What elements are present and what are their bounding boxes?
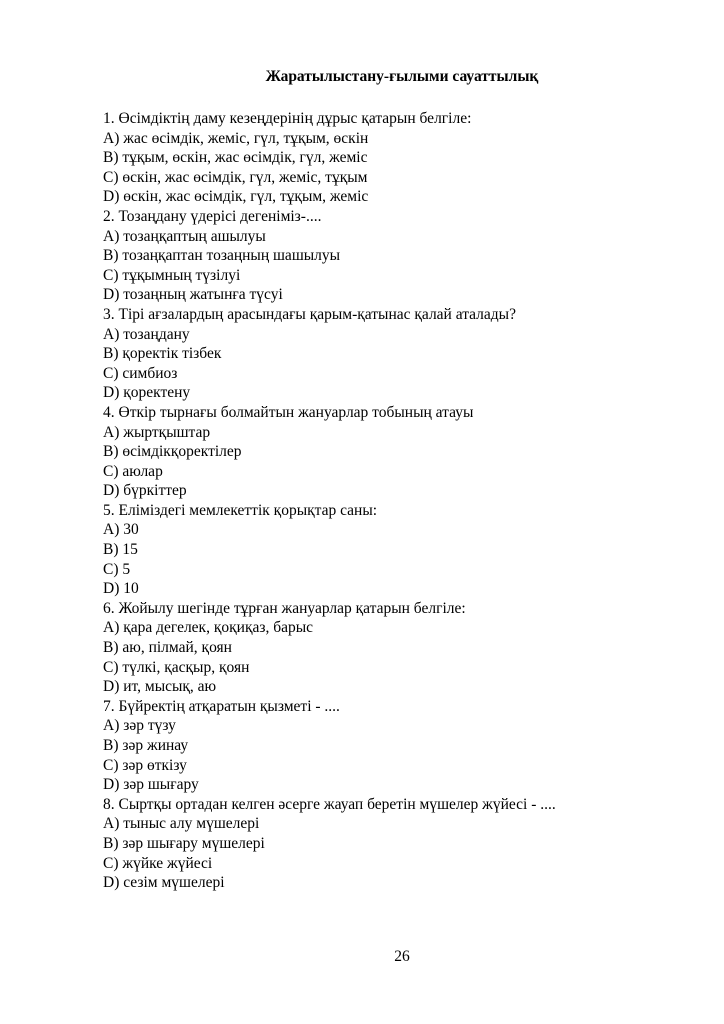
answer-option: C) 5	[103, 560, 131, 578]
answer-option: C) түлкі, қасқыр, қоян	[103, 658, 250, 676]
answer-option: A) тозаңқаптың ашылуы	[103, 227, 266, 245]
answer-option: B) өсімдікқоректілер	[103, 443, 242, 461]
question-text: 2. Тозаңдану үдерісі дегеніміз-....	[103, 207, 322, 225]
question-block	[103, 697, 663, 795]
question-text: 4. Өткір тырнағы болмайтын жануарлар тобының атауы	[103, 403, 474, 421]
question-block	[103, 109, 663, 207]
answer-option: B) зәр жинау	[103, 737, 189, 754]
answer-option: C) тұқымның түзілуі	[103, 266, 241, 284]
answer-option: A) қара дегелек, қоқиқаз, барыс	[103, 619, 314, 637]
answer-option: D) 10	[103, 580, 139, 598]
question-text: 8. Сыртқы ортадан келген әсерге жауап беретін мүшелер жүйесі - ....	[103, 795, 556, 813]
questions-list	[103, 109, 663, 893]
answer-option: A) жыртқыштар	[103, 423, 211, 441]
answer-option: B) аю, пілмай, қоян	[103, 639, 232, 657]
answer-option: A) тыныс алу мүшелері	[103, 815, 260, 833]
answer-option: D) ит, мысық, аю	[103, 678, 217, 696]
answer-option: A) 30	[103, 521, 139, 539]
answer-option: D) қоректену	[103, 384, 191, 402]
answer-option: C) өскін, жас өсімдік, гүл, жеміс, тұқым	[103, 168, 368, 186]
answer-option: D) өскін, жас өсімдік, гүл, тұқым, жеміс	[103, 188, 369, 206]
answer-option: B) 15	[103, 541, 138, 559]
answer-option: C) жүйке жүйесі	[103, 854, 213, 872]
question-block	[103, 795, 663, 893]
answer-option: D) зәр шығару	[103, 776, 199, 794]
question-block	[103, 599, 663, 697]
answer-option: C) зәр өткізу	[103, 756, 187, 774]
answer-option: B) тозаңқаптан тозаңның шашылуы	[103, 247, 341, 265]
answer-option: B) қоректік тізбек	[103, 345, 222, 363]
answer-option: A) тозаңдану	[103, 325, 190, 343]
answer-option: D) сезім мүшелері	[103, 874, 225, 892]
answer-option: A) жас өсімдік, жеміс, гүл, тұқым, өскін	[103, 129, 369, 147]
question-text: 3. Тірі ағзалардың арасындағы қарым-қатынас қалай аталады?	[103, 305, 516, 323]
answer-option: C) аюлар	[103, 462, 163, 480]
answer-option: D) бүркіттер	[103, 482, 187, 500]
question-text: 7. Бүйректің атқаратын қызметі - ....	[103, 697, 340, 715]
question-block	[103, 403, 663, 501]
answer-option: B) тұқым, өскін, жас өсімдік, гүл, жеміс	[103, 149, 368, 167]
question-text: 6. Жойылу шегінде тұрған жануарлар қатарын белгіле:	[103, 599, 466, 617]
question-block	[103, 207, 663, 305]
question-block	[103, 501, 663, 599]
answer-option: D) тозаңның жатынға түсуі	[103, 286, 283, 304]
answer-option: C) симбиоз	[103, 364, 178, 382]
answer-option: B) зәр шығару мүшелері	[103, 834, 265, 852]
page-title: Жаратылыстану-ғылыми сауаттылық	[265, 68, 539, 85]
question-block	[103, 305, 663, 403]
question-text: 1. Өсімдіктің даму кезеңдерінің дұрыс қатарын белгіле:	[103, 110, 472, 127]
question-text: 5. Еліміздегі мемлекеттік қорықтар саны:	[103, 501, 378, 519]
page-number: 26	[394, 948, 410, 965]
answer-option: A) зәр түзу	[103, 717, 176, 735]
